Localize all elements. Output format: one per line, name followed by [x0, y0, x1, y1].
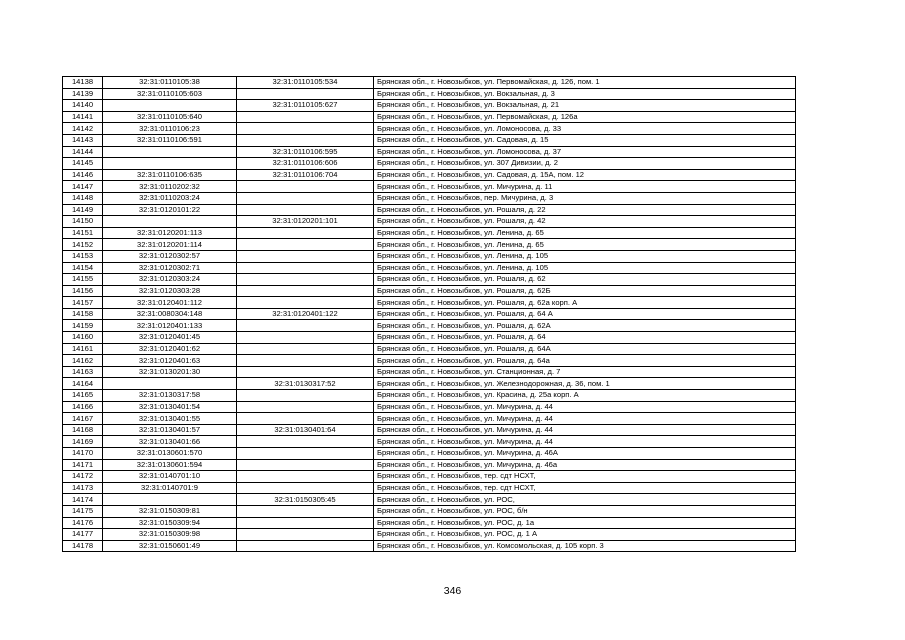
related-cadastral-number-cell: [237, 505, 374, 517]
row-number-cell: 14158: [63, 308, 103, 320]
table-row: [63, 111, 796, 123]
cadastral-number-cell: 32:31:0110106:23: [103, 123, 237, 135]
table-row: [63, 88, 796, 100]
table-row: [63, 100, 796, 112]
address-cell: Брянская обл., г. Новозыбков, ул. Вокзальная, д. 3: [374, 88, 796, 100]
address-cell: Брянская обл., г. Новозыбков, ул. РОС, д. 1 А: [374, 529, 796, 541]
cadastral-number-cell: [103, 158, 237, 170]
related-cadastral-number-cell: [237, 413, 374, 425]
address-cell: Брянская обл., г. Новозыбков, ул. Рошаля, д. 64А: [374, 343, 796, 355]
row-number-cell: 14142: [63, 123, 103, 135]
row-number-cell: 14144: [63, 146, 103, 158]
cadastral-number-cell: 32:31:0120401:63: [103, 355, 237, 367]
row-number-cell: 14150: [63, 216, 103, 228]
related-cadastral-number-cell: [237, 239, 374, 251]
table-row: [63, 378, 796, 390]
address-cell: Брянская обл., г. Новозыбков, ул. РОС, б/н: [374, 505, 796, 517]
table-row: [63, 250, 796, 262]
cadastral-number-cell: 32:31:0130601:594: [103, 459, 237, 471]
related-cadastral-number-cell: [237, 123, 374, 135]
table-row: [63, 274, 796, 286]
address-cell: Брянская обл., г. Новозыбков, ул. Мичурина, д. 44: [374, 436, 796, 448]
table-row: [63, 320, 796, 332]
table-row: [63, 227, 796, 239]
row-number-cell: 14173: [63, 482, 103, 494]
cadastral-number-cell: 32:31:0080304:148: [103, 308, 237, 320]
address-cell: Брянская обл., г. Новозыбков, ул. РОС, д. 1а: [374, 517, 796, 529]
address-cell: Брянская обл., г. Новозыбков, ул. Ломоносова, д. 33: [374, 123, 796, 135]
cadastral-number-cell: 32:31:0120401:62: [103, 343, 237, 355]
table-row: [63, 517, 796, 529]
address-cell: Брянская обл., г. Новозыбков, ул. Рошаля, д. 62: [374, 274, 796, 286]
cadastral-number-cell: 32:31:0130401:66: [103, 436, 237, 448]
related-cadastral-number-cell: 32:31:0120401:122: [237, 308, 374, 320]
row-number-cell: 14175: [63, 505, 103, 517]
address-cell: Брянская обл., г. Новозыбков, ул. Мичурина, д. 11: [374, 181, 796, 193]
table-row: [63, 146, 796, 158]
cadastral-number-cell: 32:31:0120401:45: [103, 332, 237, 344]
address-cell: Брянская обл., г. Новозыбков, ул. Мичурина, д. 46а: [374, 459, 796, 471]
address-cell: Брянская обл., г. Новозыбков, ул. Железнодорожная, д. 36, пом. 1: [374, 378, 796, 390]
address-cell: Брянская обл., г. Новозыбков, ул. Станционная, д. 7: [374, 366, 796, 378]
table-row: [63, 158, 796, 170]
address-cell: Брянская обл., г. Новозыбков, ул. Мичурина, д. 44: [374, 413, 796, 425]
address-cell: Брянская обл., г. Новозыбков, ул. Ломоносова, д. 37: [374, 146, 796, 158]
address-cell: Брянская обл., г. Новозыбков, ул. Ленина, д. 65: [374, 239, 796, 251]
address-cell: Брянская обл., г. Новозыбков, ул. Рошаля, д. 42: [374, 216, 796, 228]
related-cadastral-number-cell: [237, 366, 374, 378]
cadastral-number-cell: 32:31:0110203:24: [103, 192, 237, 204]
table-row: [63, 134, 796, 146]
related-cadastral-number-cell: [237, 285, 374, 297]
related-cadastral-number-cell: [237, 355, 374, 367]
related-cadastral-number-cell: [237, 181, 374, 193]
table-row: [63, 413, 796, 425]
table-row: [63, 459, 796, 471]
table-row: [63, 285, 796, 297]
table-row: [63, 448, 796, 460]
cadastral-table: [62, 76, 796, 552]
related-cadastral-number-cell: [237, 250, 374, 262]
address-cell: Брянская обл., г. Новозыбков, ул. Первомайская, д. 126, пом. 1: [374, 77, 796, 89]
cadastral-number-cell: 32:31:0120101:22: [103, 204, 237, 216]
row-number-cell: 14145: [63, 158, 103, 170]
related-cadastral-number-cell: [237, 262, 374, 274]
table-row: [63, 216, 796, 228]
row-number-cell: 14139: [63, 88, 103, 100]
related-cadastral-number-cell: 32:31:0110106:595: [237, 146, 374, 158]
table-row: [63, 482, 796, 494]
related-cadastral-number-cell: 32:31:0150305:45: [237, 494, 374, 506]
row-number-cell: 14151: [63, 227, 103, 239]
row-number-cell: 14168: [63, 424, 103, 436]
address-cell: Брянская обл., г. Новозыбков, ул. Мичурина, д. 46А: [374, 448, 796, 460]
table-row: [63, 192, 796, 204]
row-number-cell: 14153: [63, 250, 103, 262]
cadastral-number-cell: 32:31:0110105:640: [103, 111, 237, 123]
cadastral-number-cell: 32:31:0150601:49: [103, 540, 237, 552]
row-number-cell: 14159: [63, 320, 103, 332]
row-number-cell: 14154: [63, 262, 103, 274]
table-row: [63, 355, 796, 367]
cadastral-number-cell: 32:31:0120302:71: [103, 262, 237, 274]
address-cell: Брянская обл., г. Новозыбков, ул. Рошаля, д. 62А: [374, 320, 796, 332]
cadastral-number-cell: 32:31:0120201:114: [103, 239, 237, 251]
cadastral-number-cell: [103, 100, 237, 112]
related-cadastral-number-cell: 32:31:0110106:704: [237, 169, 374, 181]
row-number-cell: 14147: [63, 181, 103, 193]
cadastral-number-cell: 32:31:0150309:98: [103, 529, 237, 541]
cadastral-number-cell: 32:31:0130601:570: [103, 448, 237, 460]
table-row: [63, 471, 796, 483]
row-number-cell: 14166: [63, 401, 103, 413]
row-number-cell: 14172: [63, 471, 103, 483]
table-row: [63, 332, 796, 344]
cadastral-number-cell: 32:31:0110106:591: [103, 134, 237, 146]
row-number-cell: 14169: [63, 436, 103, 448]
row-number-cell: 14161: [63, 343, 103, 355]
address-cell: Брянская обл., г. Новозыбков, ул. Садовая, д. 15А, пом. 12: [374, 169, 796, 181]
address-cell: Брянская обл., г. Новозыбков, ул. Рошаля, д. 62а корп. А: [374, 297, 796, 309]
table-body: [63, 77, 796, 552]
related-cadastral-number-cell: [237, 134, 374, 146]
related-cadastral-number-cell: [237, 482, 374, 494]
cadastral-number-cell: [103, 378, 237, 390]
address-cell: Брянская обл., г. Новозыбков, ул. Мичурина, д. 44: [374, 401, 796, 413]
cadastral-number-cell: [103, 494, 237, 506]
table-row: [63, 424, 796, 436]
address-cell: Брянская обл., г. Новозыбков, ул. 307 Дивизии, д. 2: [374, 158, 796, 170]
related-cadastral-number-cell: [237, 529, 374, 541]
cadastral-number-cell: 32:31:0120303:28: [103, 285, 237, 297]
table-row: [63, 308, 796, 320]
row-number-cell: 14163: [63, 366, 103, 378]
related-cadastral-number-cell: 32:31:0130401:64: [237, 424, 374, 436]
table-row: [63, 123, 796, 135]
address-cell: Брянская обл., г. Новозыбков, ул. Рошаля, д. 62Б: [374, 285, 796, 297]
row-number-cell: 14178: [63, 540, 103, 552]
row-number-cell: 14171: [63, 459, 103, 471]
row-number-cell: 14164: [63, 378, 103, 390]
table-row: [63, 390, 796, 402]
row-number-cell: 14160: [63, 332, 103, 344]
address-cell: Брянская обл., г. Новозыбков, ул. Садовая, д. 15: [374, 134, 796, 146]
table-row: [63, 343, 796, 355]
row-number-cell: 14138: [63, 77, 103, 89]
cadastral-number-cell: [103, 146, 237, 158]
cadastral-number-cell: 32:31:0110105:603: [103, 88, 237, 100]
row-number-cell: 14157: [63, 297, 103, 309]
row-number-cell: 14174: [63, 494, 103, 506]
table-row: [63, 401, 796, 413]
address-cell: Брянская обл., г. Новозыбков, ул. Мичурина, д. 44: [374, 424, 796, 436]
cadastral-number-cell: 32:31:0120401:133: [103, 320, 237, 332]
cadastral-number-cell: 32:31:0130201:30: [103, 366, 237, 378]
address-cell: Брянская обл., г. Новозыбков, ул. Первомайская, д. 126а: [374, 111, 796, 123]
related-cadastral-number-cell: [237, 227, 374, 239]
address-cell: Брянская обл., г. Новозыбков, ул. Ленина, д. 105: [374, 262, 796, 274]
cadastral-number-cell: 32:31:0120302:57: [103, 250, 237, 262]
related-cadastral-number-cell: [237, 436, 374, 448]
related-cadastral-number-cell: [237, 192, 374, 204]
table-row: [63, 540, 796, 552]
related-cadastral-number-cell: 32:31:0130317:52: [237, 378, 374, 390]
cadastral-number-cell: 32:31:0110105:38: [103, 77, 237, 89]
related-cadastral-number-cell: 32:31:0110105:627: [237, 100, 374, 112]
cadastral-number-cell: 32:31:0120401:112: [103, 297, 237, 309]
row-number-cell: 14140: [63, 100, 103, 112]
related-cadastral-number-cell: [237, 297, 374, 309]
row-number-cell: 14143: [63, 134, 103, 146]
address-cell: Брянская обл., г. Новозыбков, тер. сдт НСХТ,: [374, 482, 796, 494]
row-number-cell: 14141: [63, 111, 103, 123]
row-number-cell: 14170: [63, 448, 103, 460]
row-number-cell: 14149: [63, 204, 103, 216]
address-cell: Брянская обл., г. Новозыбков, ул. РОС,: [374, 494, 796, 506]
table-row: [63, 529, 796, 541]
related-cadastral-number-cell: [237, 111, 374, 123]
table-row: [63, 169, 796, 181]
related-cadastral-number-cell: [237, 401, 374, 413]
address-cell: Брянская обл., г. Новозыбков, пер. Мичурина, д. 3: [374, 192, 796, 204]
table-row: [63, 204, 796, 216]
row-number-cell: 14167: [63, 413, 103, 425]
cadastral-number-cell: 32:31:0120201:113: [103, 227, 237, 239]
address-cell: Брянская обл., г. Новозыбков, ул. Красина, д. 25а корп. А: [374, 390, 796, 402]
related-cadastral-number-cell: [237, 459, 374, 471]
address-cell: Брянская обл., г. Новозыбков, ул. Ленина, д. 65: [374, 227, 796, 239]
table-row: [63, 297, 796, 309]
related-cadastral-number-cell: [237, 332, 374, 344]
address-cell: Брянская обл., г. Новозыбков, ул. Рошаля, д. 64 А: [374, 308, 796, 320]
table-row: [63, 436, 796, 448]
table-row: [63, 239, 796, 251]
cadastral-number-cell: 32:31:0140701:9: [103, 482, 237, 494]
address-cell: Брянская обл., г. Новозыбков, ул. Ленина, д. 105: [374, 250, 796, 262]
related-cadastral-number-cell: 32:31:0120201:101: [237, 216, 374, 228]
row-number-cell: 14162: [63, 355, 103, 367]
related-cadastral-number-cell: [237, 448, 374, 460]
related-cadastral-number-cell: 32:31:0110106:606: [237, 158, 374, 170]
row-number-cell: 14155: [63, 274, 103, 286]
table-row: [63, 494, 796, 506]
page-number: 346: [443, 585, 462, 597]
row-number-cell: 14176: [63, 517, 103, 529]
cadastral-number-cell: 32:31:0110106:635: [103, 169, 237, 181]
address-cell: Брянская обл., г. Новозыбков, ул. Рошаля, д. 64а: [374, 355, 796, 367]
row-number-cell: 14152: [63, 239, 103, 251]
row-number-cell: 14156: [63, 285, 103, 297]
cadastral-number-cell: 32:31:0110202:32: [103, 181, 237, 193]
cadastral-number-cell: 32:31:0140701:10: [103, 471, 237, 483]
related-cadastral-number-cell: [237, 471, 374, 483]
address-cell: Брянская обл., г. Новозыбков, ул. Рошаля, д. 64: [374, 332, 796, 344]
cadastral-number-cell: 32:31:0150309:94: [103, 517, 237, 529]
related-cadastral-number-cell: [237, 88, 374, 100]
cadastral-number-cell: 32:31:0120303:24: [103, 274, 237, 286]
address-cell: Брянская обл., г. Новозыбков, ул. Комсомольская, д. 105 корп. 3: [374, 540, 796, 552]
cadastral-number-cell: 32:31:0130401:55: [103, 413, 237, 425]
related-cadastral-number-cell: [237, 343, 374, 355]
related-cadastral-number-cell: [237, 204, 374, 216]
row-number-cell: 14177: [63, 529, 103, 541]
table-row: [63, 366, 796, 378]
table-row: [63, 181, 796, 193]
related-cadastral-number-cell: [237, 540, 374, 552]
table-row: [63, 77, 796, 89]
cadastral-number-cell: 32:31:0130401:54: [103, 401, 237, 413]
cadastral-number-cell: 32:31:0130401:57: [103, 424, 237, 436]
row-number-cell: 14146: [63, 169, 103, 181]
row-number-cell: 14165: [63, 390, 103, 402]
related-cadastral-number-cell: [237, 390, 374, 402]
table-row: [63, 262, 796, 274]
related-cadastral-number-cell: [237, 517, 374, 529]
address-cell: Брянская обл., г. Новозыбков, ул. Вокзальная, д. 21: [374, 100, 796, 112]
cadastral-number-cell: 32:31:0150309:81: [103, 505, 237, 517]
cadastral-number-cell: [103, 216, 237, 228]
related-cadastral-number-cell: [237, 274, 374, 286]
cadastral-number-cell: 32:31:0130317:58: [103, 390, 237, 402]
related-cadastral-number-cell: [237, 320, 374, 332]
address-cell: Брянская обл., г. Новозыбков, ул. Рошаля, д. 22: [374, 204, 796, 216]
address-cell: Брянская обл., г. Новозыбков, тер. сдт НСХТ,: [374, 471, 796, 483]
related-cadastral-number-cell: 32:31:0110105:534: [237, 77, 374, 89]
row-number-cell: 14148: [63, 192, 103, 204]
table-row: [63, 505, 796, 517]
